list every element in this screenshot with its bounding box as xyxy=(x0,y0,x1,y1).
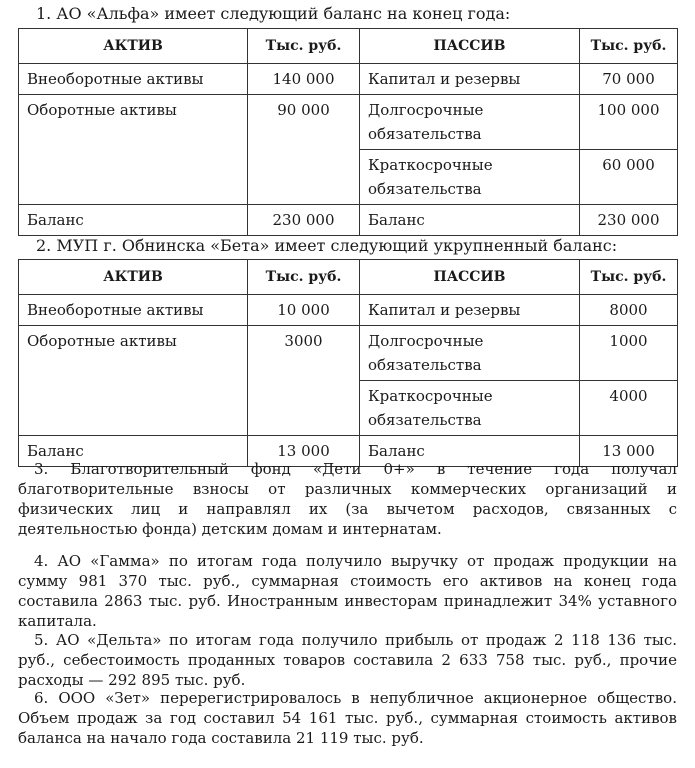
asset-value: 10 000 xyxy=(248,295,360,326)
table-header-row xyxy=(19,260,678,295)
header-asset-unit: Тыс. руб. xyxy=(248,260,360,295)
task-1-heading: 1. АО «Альфа» имеет следующий баланс на конец года: xyxy=(36,4,511,23)
liability-total-value: 13 000 xyxy=(580,436,678,467)
task-5-paragraph xyxy=(18,630,677,690)
liability-value: 8000 xyxy=(580,295,678,326)
task-2-heading: 2. МУП г. Обнинска «Бета» имеет следующий укрупненный баланс: xyxy=(36,236,618,255)
liability-value: 4000 xyxy=(580,381,678,436)
table-row xyxy=(19,64,678,95)
task-4-text: 4. АО «Гамма» по итогам года получило выручку от продаж продукции на сумму 981 370 тыс. руб., суммарная стоимость его активов на конец года составила 2863 тыс. руб. Иностранным инвесторам принадлежит 34% уставного капитала. xyxy=(18,552,677,630)
liability-value: 70 000 xyxy=(580,64,678,95)
liability-name: Краткосрочные обязательства xyxy=(360,150,580,205)
header-liability-unit: Тыс. руб. xyxy=(580,260,678,295)
table-row xyxy=(19,326,678,381)
liability-value: 60 000 xyxy=(580,150,678,205)
asset-total-value: 13 000 xyxy=(248,436,360,467)
task-5-text: 5. АО «Дельта» по итогам года получило прибыль от продаж 2 118 136 тыс. руб., себестоимость проданных товаров составила 2 633 758 тыс. руб., прочие расходы — 292 895 тыс. руб. xyxy=(18,631,677,689)
liability-name: Долгосрочные обязательства xyxy=(360,95,580,150)
asset-name: Оборотные активы xyxy=(19,95,248,205)
header-liability-unit: Тыс. руб. xyxy=(580,29,678,64)
asset-total-value: 230 000 xyxy=(248,205,360,236)
task-4-paragraph xyxy=(18,551,677,631)
asset-name: Внеоборотные активы xyxy=(19,295,248,326)
header-liability: ПАССИВ xyxy=(360,29,580,64)
table-total-row xyxy=(19,205,678,236)
task-3-paragraph xyxy=(18,459,677,539)
liability-name: Долгосрочные обязательства xyxy=(360,326,580,381)
asset-value: 90 000 xyxy=(248,95,360,205)
task-6-text: 6. ООО «Зет» перерегистрировалось в непубличное акционерное общество. Объем продаж за год составил 54 161 тыс. руб., суммарная стоимость активов баланса на начало года составила 21 119 тыс. руб. xyxy=(18,689,677,747)
liability-total-label: Баланс xyxy=(360,205,580,236)
liability-name: Капитал и резервы xyxy=(360,295,580,326)
table-row xyxy=(19,295,678,326)
task-3-text: 3. Благотворительный фонд «Дети 0+» в течение года получал благотворительные взносы от различных коммерческих организаций и физических лиц и направлял их (за вычетом расходов, связанных с деятельностью фонда) детским домам и интернатам. xyxy=(18,460,677,538)
liability-name: Краткосрочные обязательства xyxy=(360,381,580,436)
asset-name: Внеоборотные активы xyxy=(19,64,248,95)
header-asset: АКТИВ xyxy=(19,260,248,295)
liability-value: 1000 xyxy=(580,326,678,381)
asset-total-label: Баланс xyxy=(19,436,248,467)
task-6-paragraph xyxy=(18,688,677,748)
table-row xyxy=(19,95,678,150)
header-asset-unit: Тыс. руб. xyxy=(248,29,360,64)
asset-total-label: Баланс xyxy=(19,205,248,236)
task-2-balance-table xyxy=(18,259,678,467)
liability-total-value: 230 000 xyxy=(580,205,678,236)
asset-value: 140 000 xyxy=(248,64,360,95)
header-liability: ПАССИВ xyxy=(360,260,580,295)
table-header-row xyxy=(19,29,678,64)
header-asset: АКТИВ xyxy=(19,29,248,64)
task-1-balance-table xyxy=(18,28,678,236)
liability-value: 100 000 xyxy=(580,95,678,150)
asset-value: 3000 xyxy=(248,326,360,436)
asset-name: Оборотные активы xyxy=(19,326,248,436)
liability-name: Капитал и резервы xyxy=(360,64,580,95)
liability-total-label: Баланс xyxy=(360,436,580,467)
